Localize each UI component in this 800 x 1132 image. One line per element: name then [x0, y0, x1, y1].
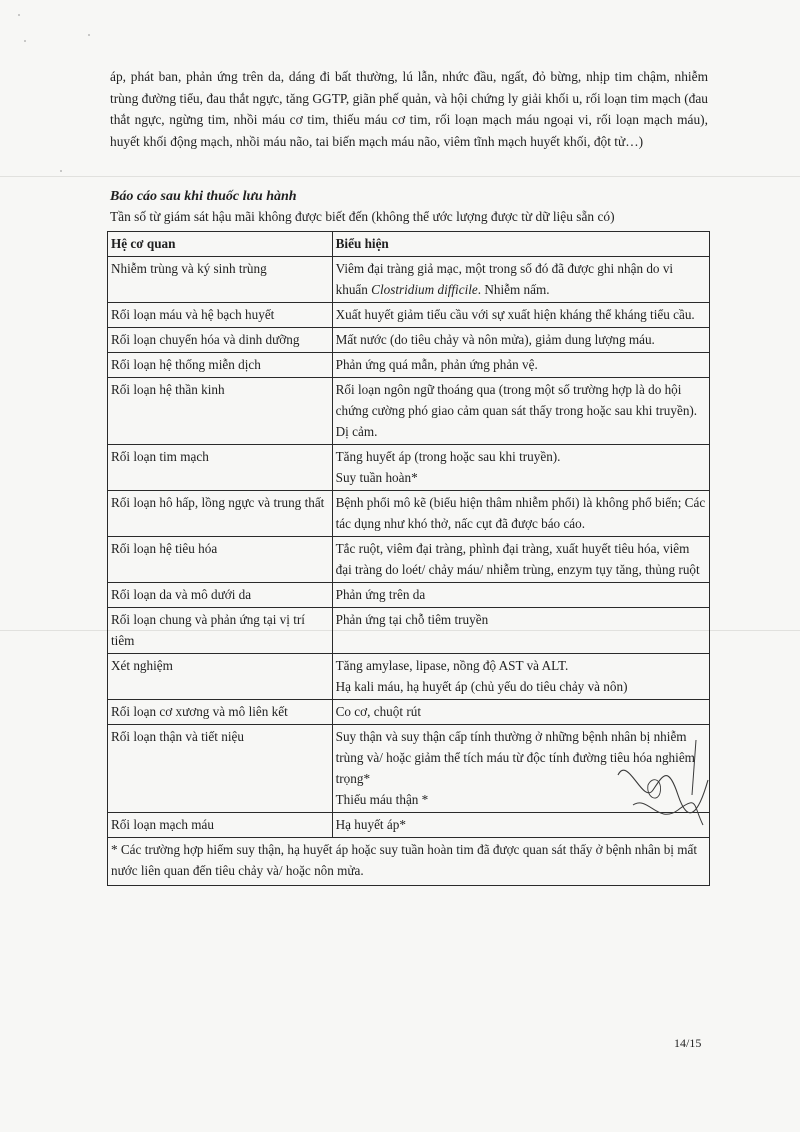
organ-cell: Xét nghiệm: [108, 654, 333, 700]
manifestation-cell: [332, 654, 709, 700]
manifestation-text: Tăng huyết áp (trong hoặc sau khi truyền).: [335, 449, 561, 464]
table-row: [108, 328, 710, 353]
manifestation-text: Suy thận và suy thận cấp tính thường ở những bệnh nhân bị nhiễm trùng và/ hoặc giảm thể tích máu từ độc tính đường tiêu hóa nghiêm trọng*: [335, 729, 695, 786]
header-organ-system: Hệ cơ quan: [108, 232, 333, 257]
table-row: [108, 608, 710, 654]
manifestation-cell: [332, 328, 709, 353]
organ-cell: Rối loạn hệ thống miễn dịch: [108, 353, 333, 378]
scan-artifact-line: [0, 176, 800, 177]
manifestation-text: Suy tuần hoàn*: [335, 470, 418, 485]
scan-dot: [88, 34, 90, 36]
manifestation-cell: [332, 608, 709, 654]
table-row: [108, 491, 710, 537]
table-header-row: [108, 232, 710, 257]
scan-dot: [24, 40, 26, 42]
manifestation-text: Phản ứng trên da: [335, 587, 426, 602]
bacteria-name: Clostridium difficile: [371, 282, 478, 297]
manifestation-text: Tăng amylase, lipase, nồng độ AST và ALT.: [335, 658, 569, 673]
table-row: [108, 583, 710, 608]
manifestation-text: Bệnh phổi mô kẽ (biểu hiện thâm nhiễm phổi) là không phổ biến; Các tác dụng như khó thở, nấc cụt đã được báo cáo.: [335, 495, 706, 531]
table-row: [108, 353, 710, 378]
handwritten-signature: [608, 735, 718, 845]
manifestation-cell: [332, 700, 709, 725]
organ-cell: Nhiễm trùng và ký sinh trùng: [108, 257, 333, 303]
scan-dot: [60, 170, 62, 172]
organ-cell: Rối loạn da và mô dưới da: [108, 583, 333, 608]
manifestation-text: Hạ kali máu, hạ huyết áp (chủ yếu do tiêu chảy và nôn): [335, 679, 628, 694]
scan-dot: [18, 14, 20, 16]
table-footnote: * Các trường hợp hiếm suy thận, hạ huyết áp hoặc suy tuần hoàn tim đã được quan sát thấy ở bệnh nhân bị mất nước liên quan đến tiêu chảy và/ hoặc nôn mửa.: [108, 838, 710, 886]
table-row: [108, 700, 710, 725]
manifestation-text: Phản ứng tại chỗ tiêm truyền: [335, 612, 489, 627]
table-row: [108, 537, 710, 583]
organ-cell: Rối loạn chuyển hóa và dinh dưỡng: [108, 328, 333, 353]
manifestation-text: Xuất huyết giảm tiểu cầu với sự xuất hiện kháng thể kháng tiểu cầu.: [335, 307, 695, 322]
table-row: [108, 445, 710, 491]
organ-cell: Rối loạn thận và tiết niệu: [108, 725, 333, 813]
table-row: [108, 378, 710, 445]
manifestation-text: Rối loạn ngôn ngữ thoáng qua (trong một số trường hợp là do hội chứng cường phó giao cảm quan sát thấy trong hoặc sau khi truyền).: [335, 382, 698, 418]
section-title: Báo cáo sau khi thuốc lưu hành: [110, 189, 297, 204]
manifestation-text: Phản ứng quá mẫn, phản ứng phản vệ.: [335, 357, 538, 372]
manifestation-text: Co cơ, chuột rút: [335, 704, 421, 719]
intro-paragraph: áp, phát ban, phản ứng trên da, dáng đi bất thường, lú lẫn, nhức đầu, ngất, đỏ bừng, nhịp tim chậm, nhiễm trùng đường tiểu, đau thắt ngực, tăng GGTP, giãn phế quản, và hội chứng ly giải khối u, rối loạn tim mạch (đau thắt ngực, ngừng tim, nhồi máu cơ tim, thiếu máu cơ tim, rối loạn mạch máu ngoại vi, rối loạn mạch máu), huyết khối động mạch, nhồi máu não, tai biến mạch máu não, viêm tĩnh mạch huyết khối, đột tử…): [110, 69, 708, 149]
manifestation-text: Tắc ruột, viêm đại tràng, phình đại tràng, xuất huyết tiêu hóa, viêm đại tràng do loét/ chảy máu/ nhiễm trùng, enzym tụy tăng, thủng ruột: [335, 541, 700, 577]
table-row: [108, 654, 710, 700]
page-number: 14/15: [674, 1036, 702, 1050]
organ-cell: Rối loạn hệ tiêu hóa: [108, 537, 333, 583]
organ-cell: Rối loạn tim mạch: [108, 445, 333, 491]
manifestation-text: Mất nước (do tiêu chảy và nôn mửa), giảm dung lượng máu.: [335, 332, 655, 347]
organ-cell: Rối loạn mạch máu: [108, 813, 333, 838]
manifestation-cell: [332, 537, 709, 583]
organ-cell: Rối loạn máu và hệ bạch huyết: [108, 303, 333, 328]
manifestation-text: Dị cảm.: [335, 424, 378, 439]
organ-cell: Rối loạn hệ thần kinh: [108, 378, 333, 445]
manifestation-cell: [332, 378, 709, 445]
manifestation-cell: [332, 583, 709, 608]
manifestation-text: . Nhiễm nấm.: [477, 282, 550, 297]
organ-cell: Rối loạn chung và phản ứng tại vị trí tiêm: [108, 608, 333, 654]
manifestation-text: Viêm đại tràng giả mạc, một trong số đó đã được ghi nhận do vi khuẩn: [335, 261, 674, 297]
manifestation-cell: [332, 445, 709, 491]
manifestation-cell: [332, 353, 709, 378]
section-subtitle: Tần số từ giám sát hậu mãi không được biết đến (không thể ước lượng được từ dữ liệu sẵn có): [110, 209, 615, 224]
manifestation-text: Hạ huyết áp*: [335, 817, 406, 832]
manifestation-cell: [332, 303, 709, 328]
manifestation-cell: [332, 491, 709, 537]
table-row: [108, 257, 710, 303]
manifestation-text: Thiếu máu thận *: [335, 792, 429, 807]
manifestation-cell: [332, 257, 709, 303]
table-row: [108, 303, 710, 328]
organ-cell: Rối loạn cơ xương và mô liên kết: [108, 700, 333, 725]
header-manifestation: Biểu hiện: [332, 232, 709, 257]
organ-cell: Rối loạn hô hấp, lồng ngực và trung thất: [108, 491, 333, 537]
